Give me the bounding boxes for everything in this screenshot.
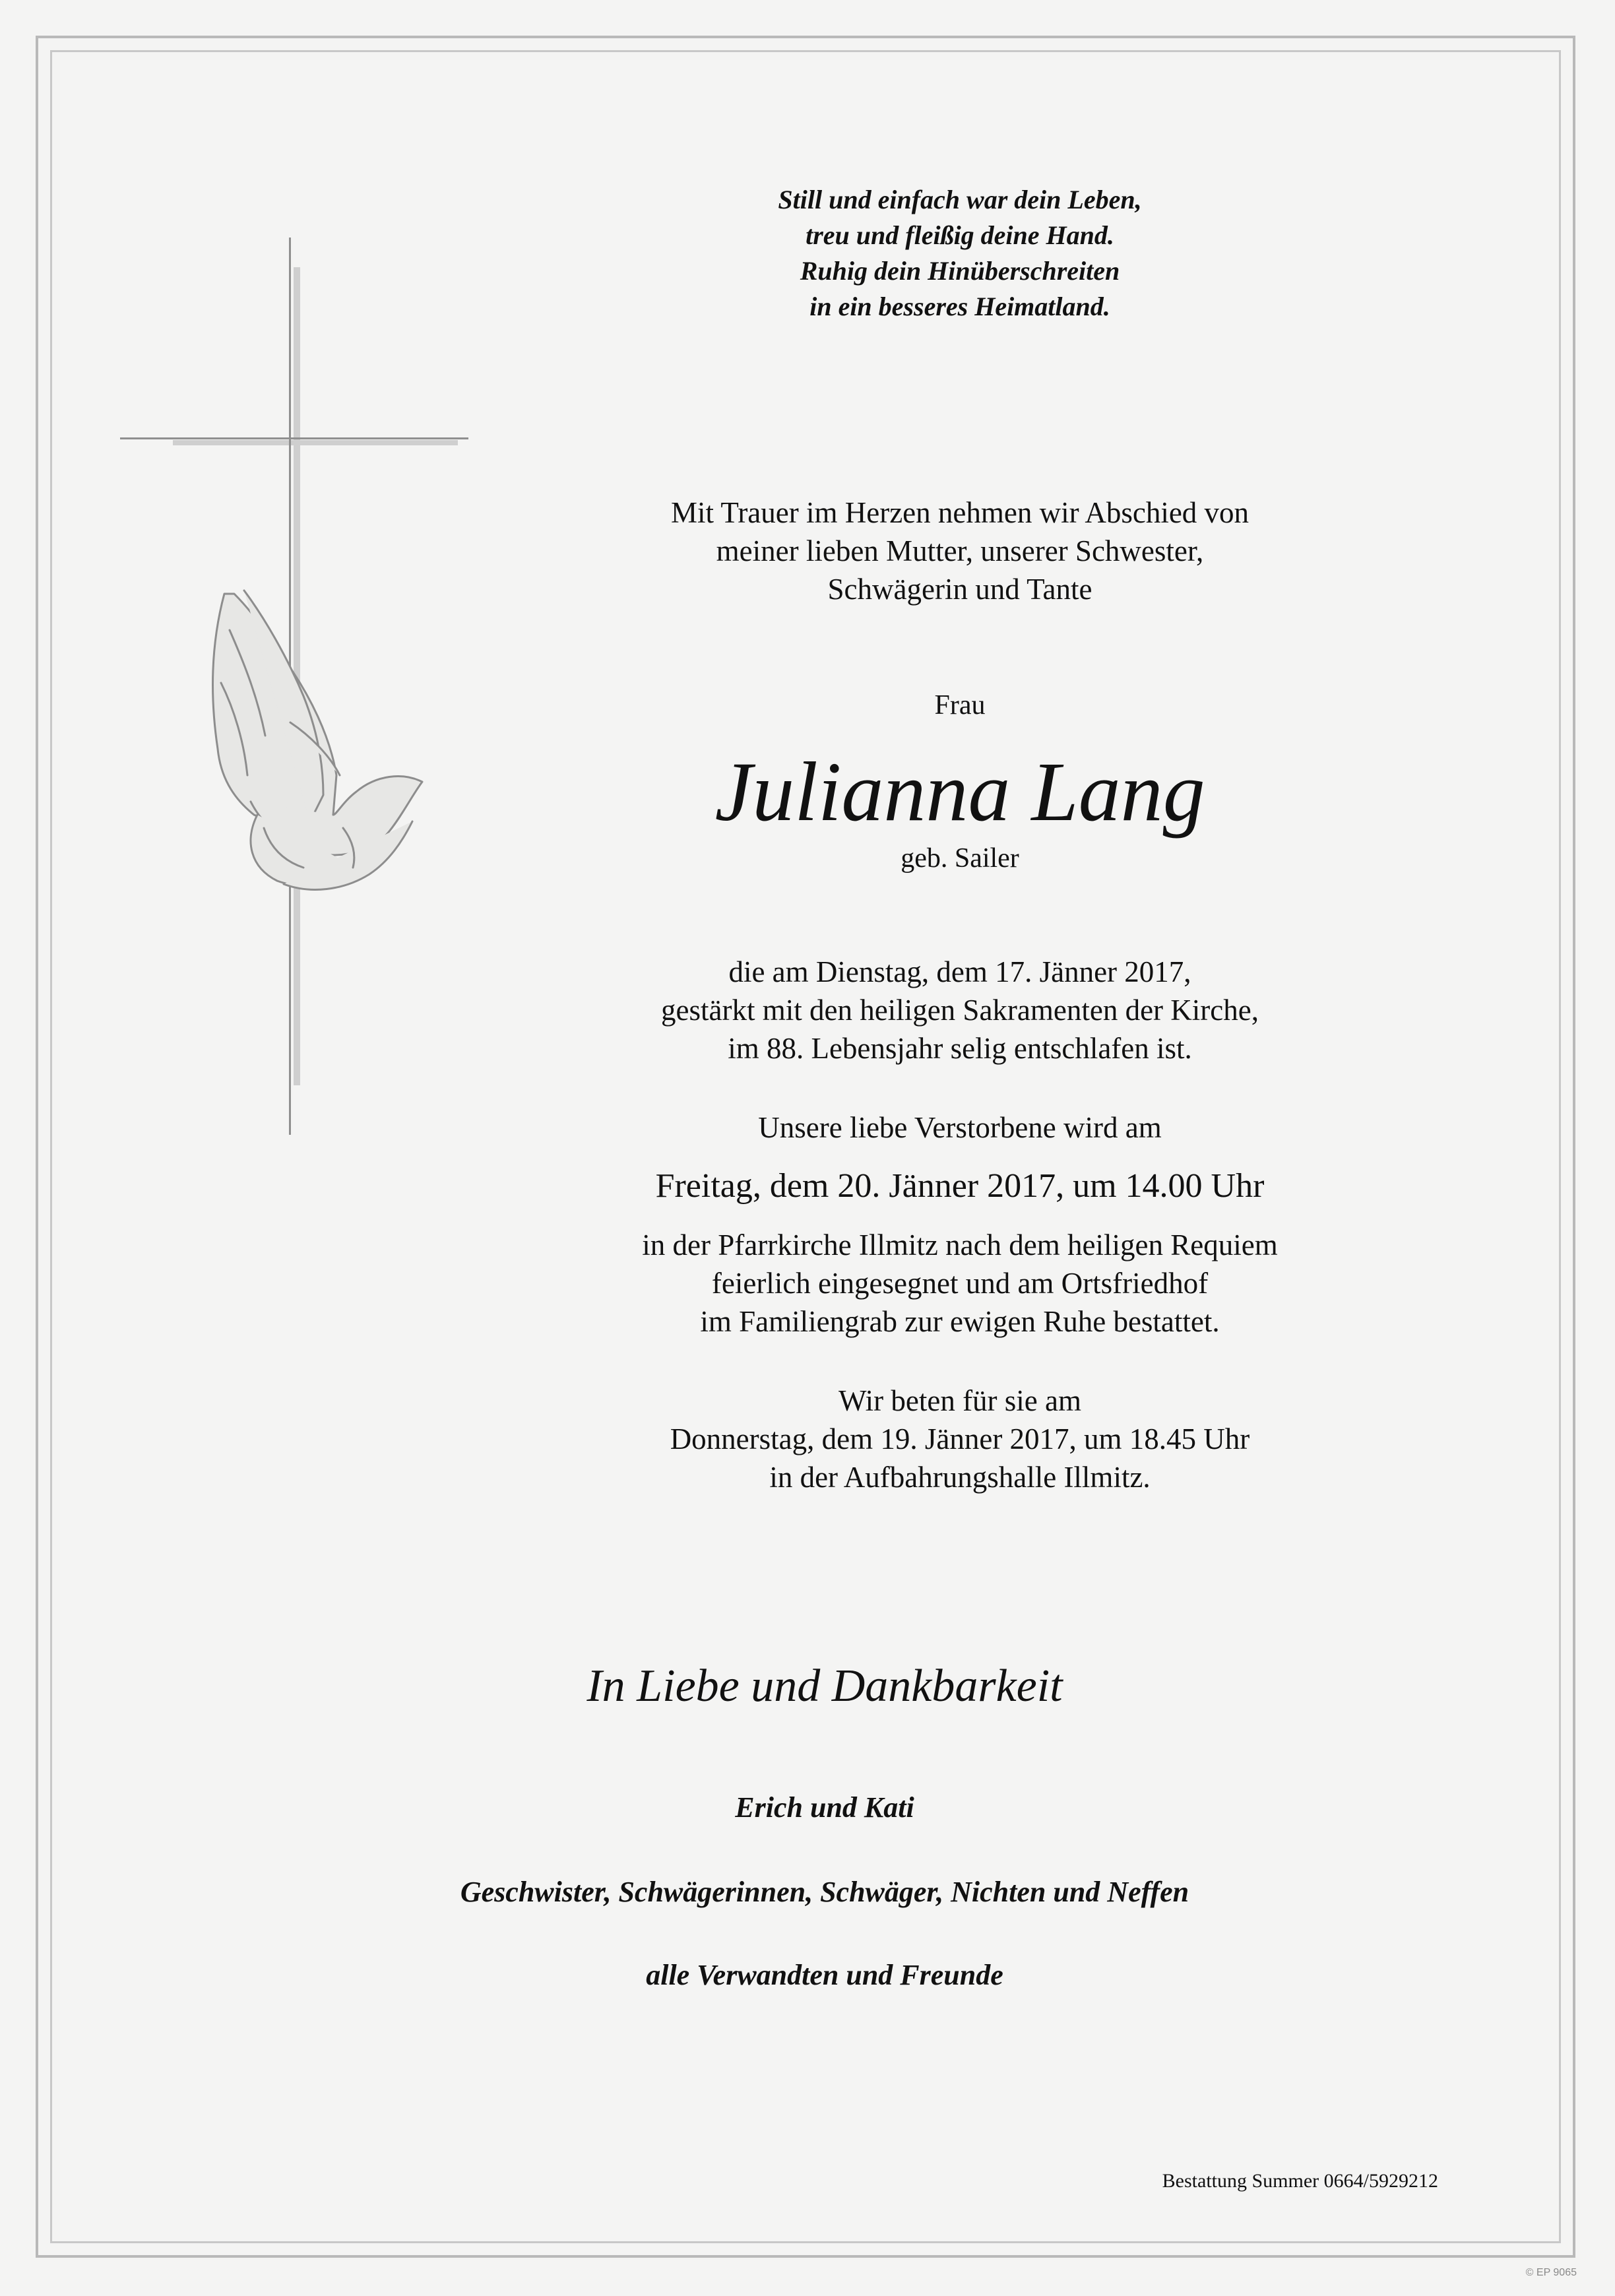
farewell-intro <box>455 494 1465 608</box>
poem <box>521 182 1399 325</box>
prayer-line: Donnerstag, dem 19. Jänner 2017, um 18.45 Uhr <box>670 1422 1250 1455</box>
death-line: im 88. Lebensjahr selig entschlafen ist. <box>728 1032 1192 1065</box>
poem-line: Still und einfach war dein Leben, <box>778 185 1142 214</box>
salutation: Frau <box>934 690 986 720</box>
cross-icon <box>112 234 482 1138</box>
mourner-line: Erich und Kati <box>735 1791 914 1824</box>
poem-line: treu und fleißig deine Hand. <box>806 220 1114 250</box>
deceased-name: Julianna Lang <box>714 745 1205 839</box>
death-line: die am Dienstag, dem 17. Jänner 2017, <box>728 955 1191 988</box>
prayer-line: Wir beten für sie am <box>838 1384 1082 1417</box>
birth-name: geb. Sailer <box>901 843 1019 874</box>
funeral-intro: Unsere liebe Verstorbene wird am <box>758 1111 1162 1144</box>
funeral-line: feierlich eingesegnet und am Ortsfriedhof <box>711 1267 1209 1300</box>
poem-line: Ruhig dein Hinüberschreiten <box>800 256 1120 286</box>
funeral-line: in der Pfarrkirche Illmitz nach dem heiligen Requiem <box>642 1228 1278 1261</box>
funeral-date: Freitag, dem 20. Jänner 2017, um 14.00 Uhr <box>655 1167 1265 1205</box>
prayer-line: in der Aufbahrungshalle Illmitz. <box>769 1461 1151 1494</box>
funeral-details <box>455 1226 1465 1341</box>
closing-phrase: In Liebe und Dankbarkeit <box>586 1661 1063 1711</box>
funeral-line: im Familiengrab zur ewigen Ruhe bestattet. <box>700 1305 1220 1338</box>
death-notice <box>455 953 1465 1068</box>
prayer-notice <box>455 1382 1465 1496</box>
intro-line: Schwägerin und Tante <box>827 573 1092 606</box>
praying-hands-icon <box>213 590 422 889</box>
intro-line: meiner lieben Mutter, unserer Schwester, <box>716 534 1204 567</box>
imprint-code: © EP 9065 <box>1525 2267 1577 2278</box>
undertaker-contact: Bestattung Summer 0664/5929212 <box>1162 2170 1438 2192</box>
mourner-line: Geschwister, Schwägerinnen, Schwäger, Nichten und Neffen <box>460 1876 1189 1908</box>
death-line: gestärkt mit den heiligen Sakramenten der Kirche, <box>661 994 1259 1027</box>
mourner-line: alle Verwandten und Freunde <box>646 1959 1003 1991</box>
poem-line: in ein besseres Heimatland. <box>809 292 1110 321</box>
intro-line: Mit Trauer im Herzen nehmen wir Abschied von <box>670 496 1250 529</box>
